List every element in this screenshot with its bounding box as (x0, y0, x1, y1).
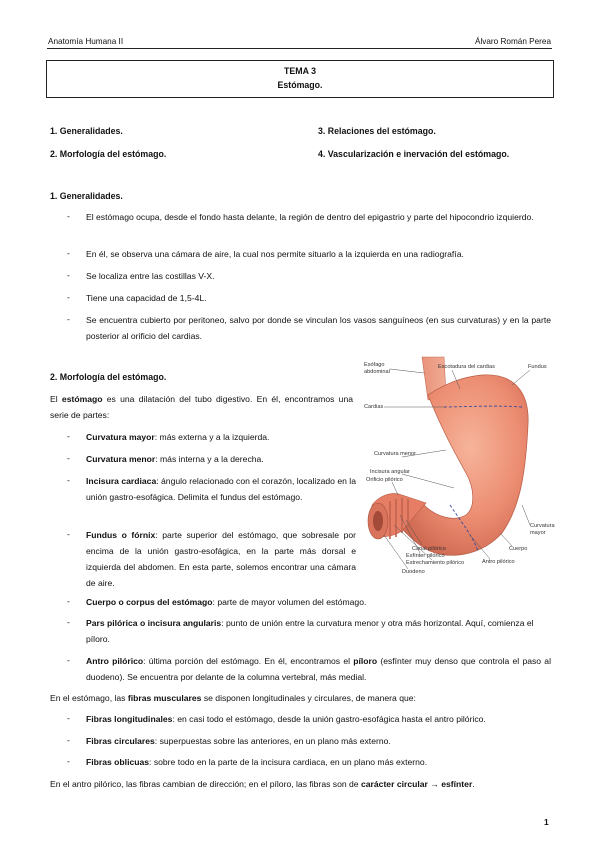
closing-paragraph: En el antro pilórico, las fibras cambian de dirección; en el píloro, las fibras son de carácter circular → esfínter. (50, 779, 475, 789)
bullet-dash: - (67, 756, 70, 766)
running-header-right: Álvaro Román Perea (475, 37, 551, 46)
section-1-bullet-5: Se encuentra cubierto por peritoneo, salvo por donde se vinculan los vasos sanguíneos (en sus curvaturas) y en la parte posterior al orificio del cardias. (86, 315, 551, 341)
label-cardias: Cardias (364, 404, 384, 410)
arrow-right-icon: → (430, 779, 439, 789)
label-curvatura-mayor-1: Curvatura (530, 523, 555, 529)
stomach-diagram (362, 355, 557, 580)
bullet-dash: - (67, 211, 70, 221)
title-box (46, 60, 554, 98)
section-2-heading: 2. Morfología del estómago. (50, 372, 167, 382)
bullet-dash: - (67, 270, 70, 280)
section-1-bullet-4: Tiene una capacidad de 1,5-4L. (86, 293, 207, 303)
label-curvatura-mayor-2: mayor (530, 530, 546, 536)
page-number: 1 (544, 817, 549, 827)
bullet-dash: - (67, 292, 70, 302)
fiber-circulares: Fibras circulares: superpuestas sobre las anteriores, en un plano más externo. (86, 736, 391, 746)
part-curvatura-menor: Curvatura menor: más interna y a la derecha. (86, 454, 264, 464)
bullet-dash: - (67, 596, 70, 606)
label-esofago: Esófago (364, 362, 385, 368)
label-incisura: Incisura angular (370, 469, 410, 475)
toc-item-3: 3. Relaciones del estómago. (318, 126, 436, 136)
label-canal: Canal pilórico (412, 546, 446, 552)
running-header-left: Anatomía Humana II (48, 37, 124, 46)
part-antro-pilorico: Antro pilórico: última porción del estómago. En él, encontramos el píloro (esfínter muy denso que controla el paso al duodeno). Se encuentra por delante de la columna vertebral, más medial. (86, 656, 551, 682)
fibers-intro: En el estómago, las fibras musculares se disponen longitudinales y circulares, de manera que: (50, 693, 416, 703)
bullet-dash: - (67, 431, 70, 441)
label-antro: Antro pilórico (482, 559, 515, 565)
toc-item-1: 1. Generalidades. (50, 126, 123, 136)
section-1-bullet-2: En él, se observa una cámara de aire, la cual nos permite situarlo a la izquierda en una radiografía. (86, 249, 464, 259)
fiber-oblicuas: Fibras oblicuas: sobre todo en la parte de la incisura cardiaca, en un plano más externo. (86, 757, 428, 767)
bullet-dash: - (67, 314, 70, 324)
label-curvatura-menor: Curvatura menor (374, 451, 416, 457)
bullet-dash: - (67, 617, 70, 627)
label-fundus: Fundus (528, 364, 547, 370)
pyloric-orifice (373, 511, 383, 531)
bullet-dash: - (67, 713, 70, 723)
toc-item-4: 4. Vascularización e inervación del estómago. (318, 149, 510, 159)
label-cuerpo: Cuerpo (509, 546, 528, 552)
section-2-intro: El estómago es una dilatación del tubo digestivo. En él, encontramos una serie de partes: (50, 394, 353, 420)
part-fundus: Fundus o fórnix: parte superior del estómago, que sobresale por encima de la unión gastro-esofágica, en la parte más dorsal e izquierda del abdomen. En esta parte, solemos encontrar una cámara de aire. (86, 530, 356, 588)
label-esofago-2: abdominal (364, 369, 390, 375)
fiber-longitudinales: Fibras longitudinales: en casi todo el estómago, desde la unión gastro-esofágica hasta el antro pilórico. (86, 714, 486, 724)
section-1-heading: 1. Generalidades. (50, 191, 123, 201)
part-curvatura-mayor: Curvatura mayor: más externa y a la izquierda. (86, 432, 270, 442)
stomach-body-shape (400, 375, 528, 555)
bullet-dash: - (67, 655, 70, 665)
section-1-bullet-3: Se localiza entre las costillas V-X. (86, 271, 215, 281)
title-subject: Estómago. (277, 80, 323, 90)
toc-item-2: 2. Morfología del estómago. (50, 149, 167, 159)
header-rule (47, 48, 552, 49)
part-cuerpo: Cuerpo o corpus del estómago: parte de mayor volumen del estómago. (86, 597, 367, 607)
label-escotadura: Escotadura del cardias (438, 364, 495, 370)
title-topic: TEMA 3 (284, 66, 316, 76)
section-1-bullet-1: El estómago ocupa, desde el fondo hasta delante, la región de dentro del epigastrio y parte del hipocondrio izquierdo. (86, 212, 534, 222)
label-estrechamiento: Estrechamiento pilórico (406, 560, 465, 566)
bullet-dash: - (67, 735, 70, 745)
label-esfinter: Esfínter pilórico (406, 553, 445, 559)
label-duodeno: Duodeno (402, 569, 425, 575)
bullet-dash: - (67, 453, 70, 463)
bullet-dash: - (67, 248, 70, 258)
part-incisura-cardiaca: Incisura cardiaca: ángulo relacionado con el corazón, localizado en la unión gastro-esofágica. Delimita el fundus del estómago. (86, 476, 356, 502)
bullet-dash: - (67, 475, 70, 485)
bullet-dash: - (67, 529, 70, 539)
label-orificio: Orificio pilórico (366, 477, 403, 483)
part-pars-pilorica: Pars pilórica o incisura angularis: punto de unión entre la curvatura menor y otra más horizontal. Aquí, comienza el píloro. (86, 618, 534, 644)
